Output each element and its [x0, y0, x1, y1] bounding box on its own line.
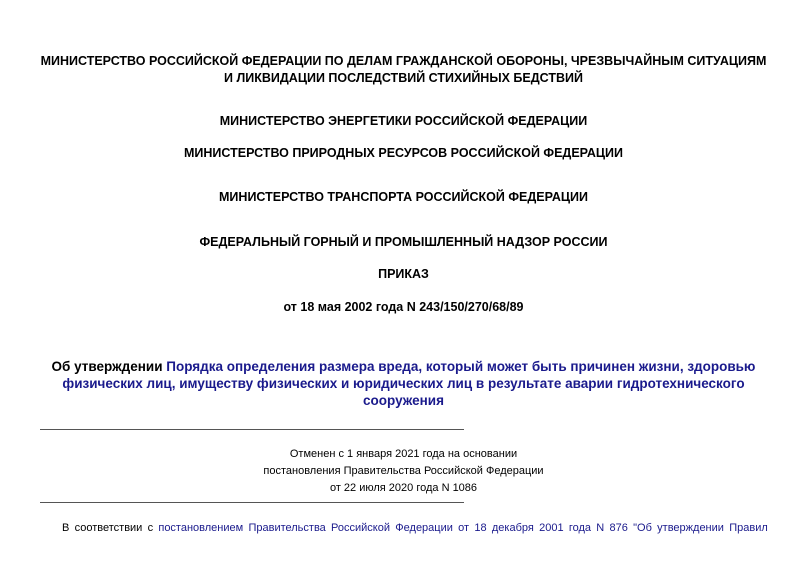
document-date-number: от 18 мая 2002 года N 243/150/270/68/89 — [283, 300, 524, 314]
title-link[interactable]: Порядка определения размера вреда, который может быть причинен жизни, здоровью физических лиц, имуществу физических и юридических лиц в результате аварии гидротехнического сооружения — [62, 359, 756, 408]
revocation-note-line-1: Отменен с 1 января 2021 года на основании — [289, 448, 518, 460]
ministry-emergency-heading: МИНИСТЕРСТВО РОССИЙСКОЙ ФЕДЕРАЦИИ ПО ДЕЛАМ ГРАЖДАНСКОЙ ОБОРОНЫ, ЧРЕЗВЫЧАЙНЫМ СИТУАЦИЯМ И ЛИКВИДАЦИИ ПОСЛЕДСТВИЙ СТИХИЙНЫХ БЕДСТВИЙ — [40, 54, 767, 85]
body-link-word[interactable]: 876 — [609, 522, 628, 534]
ministry-energy-heading: МИНИСТЕРСТВО ЭНЕРГЕТИКИ РОССИЙСКОЙ ФЕДЕРАЦИИ — [219, 114, 588, 128]
body-link-word[interactable]: 18 — [474, 522, 487, 534]
body-link-word[interactable]: N — [596, 522, 605, 534]
body-link-word[interactable]: утверждении — [657, 522, 724, 534]
body-link-word[interactable]: Федерации — [395, 522, 453, 534]
body-word: с — [147, 522, 154, 534]
title-prefix: Об утверждении — [51, 359, 167, 374]
revocation-note-line-2: постановления Правительства Российской Федерации — [263, 465, 544, 477]
revocation-note — [40, 446, 767, 497]
revocation-note-line-3: от 22 июля 2020 года N 1086 — [329, 482, 478, 494]
document-title — [40, 358, 767, 409]
body-link-word[interactable]: от — [458, 522, 470, 534]
body-paragraph — [62, 521, 768, 535]
divider-top — [40, 429, 464, 430]
ministry-natural-resources-heading: МИНИСТЕРСТВО ПРИРОДНЫХ РЕСУРСОВ РОССИЙСКОЙ ФЕДЕРАЦИИ — [183, 146, 624, 160]
body-link-word[interactable]: постановлением — [158, 522, 244, 534]
ministry-transport-heading: МИНИСТЕРСТВО ТРАНСПОРТА РОССИЙСКОЙ ФЕДЕРАЦИИ — [219, 190, 588, 204]
body-word: соответствии — [74, 522, 143, 534]
body-word: В — [62, 522, 70, 534]
body-link-word[interactable]: "Об — [633, 522, 652, 534]
body-link-word[interactable]: года — [568, 522, 592, 534]
gosgortekhnadzor-heading: ФЕДЕРАЛЬНЫЙ ГОРНЫЙ И ПРОМЫШЛЕННЫЙ НАДЗОР РОССИИ — [199, 235, 608, 249]
body-link-word[interactable]: 2001 — [539, 522, 564, 534]
body-link-word[interactable]: Правительства — [248, 522, 326, 534]
document-type: ПРИКАЗ — [378, 267, 429, 281]
divider-bottom — [40, 502, 464, 503]
body-link-word[interactable]: Правил — [729, 522, 768, 534]
body-link-word[interactable]: Российской — [331, 522, 391, 534]
body-link-word[interactable]: декабря — [491, 522, 534, 534]
